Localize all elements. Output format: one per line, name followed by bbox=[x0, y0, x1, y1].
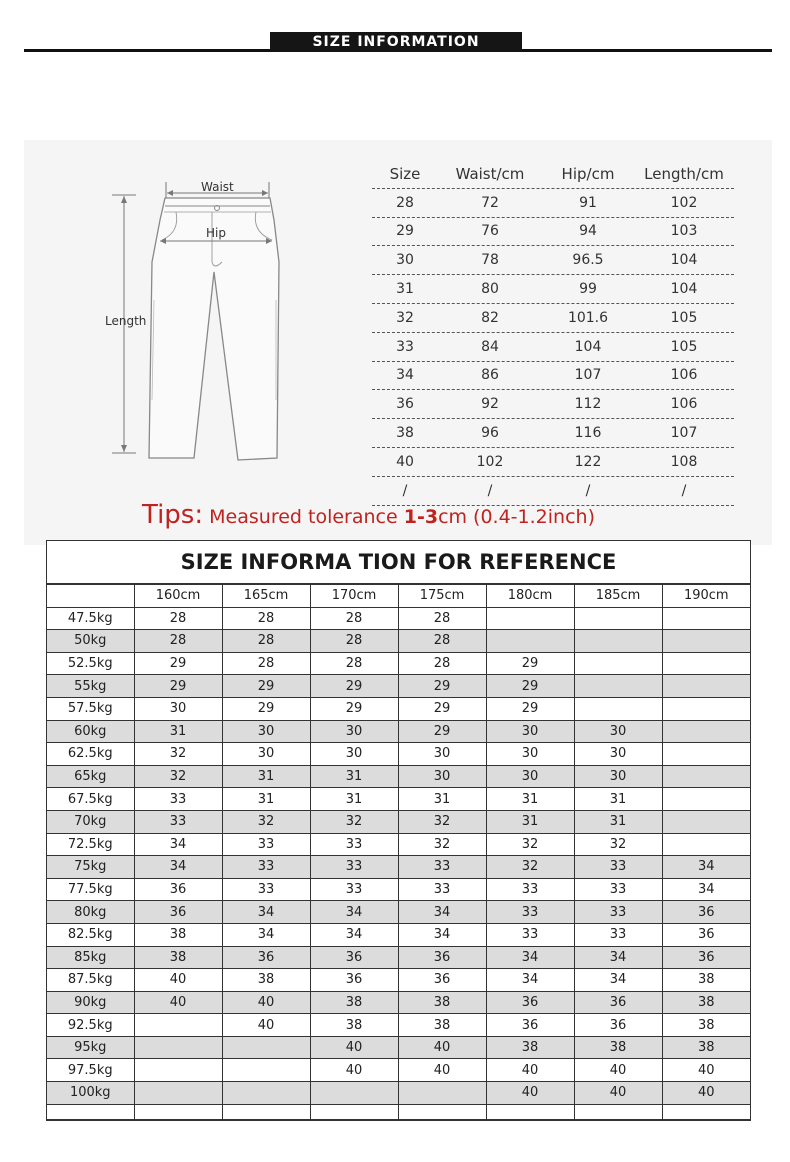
size-cell bbox=[662, 765, 750, 788]
table-row bbox=[47, 946, 750, 969]
size-cell: 28 bbox=[310, 607, 398, 630]
size-cell: 38 bbox=[662, 991, 750, 1014]
size-cell: 29 bbox=[310, 697, 398, 720]
size-cell: 31 bbox=[134, 720, 222, 743]
size-cell: 38 bbox=[574, 1036, 662, 1059]
size-cell: 34 bbox=[662, 856, 750, 879]
table-row bbox=[47, 969, 750, 992]
size-cell: 33 bbox=[486, 901, 574, 924]
size-cell: 30 bbox=[398, 743, 486, 766]
empty-cell bbox=[486, 1104, 574, 1119]
empty-cell bbox=[398, 1104, 486, 1119]
weight-cell: 62.5kg bbox=[47, 743, 134, 766]
table-row bbox=[47, 652, 750, 675]
size-cell: 28 bbox=[310, 652, 398, 675]
tips-text-2: cm (0.4-1.2inch) bbox=[438, 506, 595, 528]
weight-cell: 52.5kg bbox=[47, 652, 134, 675]
table-cell: 105 bbox=[670, 309, 698, 326]
size-cell: 36 bbox=[662, 946, 750, 969]
column-header: Size bbox=[389, 164, 421, 183]
size-cell: 32 bbox=[222, 810, 310, 833]
weight-cell: 50kg bbox=[47, 630, 134, 653]
table-cell: 116 bbox=[574, 425, 602, 442]
size-cell: 32 bbox=[310, 810, 398, 833]
weight-cell: 85kg bbox=[47, 946, 134, 969]
table-cell: 92 bbox=[481, 396, 499, 413]
size-cell: 40 bbox=[398, 1036, 486, 1059]
size-cell: 33 bbox=[574, 923, 662, 946]
table-cell: 82 bbox=[481, 309, 499, 326]
weight-cell: 95kg bbox=[47, 1036, 134, 1059]
weight-cell: 47.5kg bbox=[47, 607, 134, 630]
empty-cell bbox=[47, 1104, 134, 1119]
table-cell: 72 bbox=[481, 194, 499, 211]
table-cell: 32 bbox=[396, 309, 414, 326]
size-cell: 32 bbox=[486, 833, 574, 856]
table-cell: 105 bbox=[670, 338, 698, 355]
size-cell bbox=[662, 743, 750, 766]
height-header: 180cm bbox=[486, 585, 574, 608]
table-cell: 106 bbox=[670, 367, 698, 384]
size-cell: 36 bbox=[574, 991, 662, 1014]
size-cell: 38 bbox=[398, 1014, 486, 1037]
size-cell: 31 bbox=[486, 810, 574, 833]
table-cell: 101.6 bbox=[567, 309, 609, 326]
tips-label: Tips: bbox=[142, 500, 204, 530]
size-cell: 28 bbox=[310, 630, 398, 653]
table-row bbox=[372, 362, 734, 391]
tips-bold-range: 1-3 bbox=[403, 506, 439, 528]
size-cell: 28 bbox=[398, 652, 486, 675]
size-cell: 33 bbox=[134, 788, 222, 811]
size-cell: 33 bbox=[310, 833, 398, 856]
size-cell: 29 bbox=[398, 697, 486, 720]
table-cell: 104 bbox=[574, 338, 602, 355]
size-cell: 40 bbox=[222, 1014, 310, 1037]
size-cell: 34 bbox=[222, 923, 310, 946]
table-cell: 34 bbox=[396, 367, 414, 384]
table-cell: 107 bbox=[670, 425, 698, 442]
table-cell: 84 bbox=[481, 338, 499, 355]
column-header: Hip/cm bbox=[561, 164, 615, 183]
size-cell: 40 bbox=[310, 1036, 398, 1059]
table-row bbox=[372, 448, 734, 477]
size-cell: 40 bbox=[486, 1059, 574, 1082]
size-cell: 40 bbox=[574, 1059, 662, 1082]
weight-cell: 92.5kg bbox=[47, 1014, 134, 1037]
size-cell: 34 bbox=[662, 878, 750, 901]
height-header: 170cm bbox=[310, 585, 398, 608]
size-cell bbox=[310, 1082, 398, 1105]
table-row bbox=[47, 1036, 750, 1059]
weight-cell: 90kg bbox=[47, 991, 134, 1014]
size-cell: 29 bbox=[134, 652, 222, 675]
size-cell: 32 bbox=[574, 833, 662, 856]
height-header: 185cm bbox=[574, 585, 662, 608]
size-cell: 32 bbox=[398, 833, 486, 856]
size-cell bbox=[662, 630, 750, 653]
table-row bbox=[47, 833, 750, 856]
weight-cell: 60kg bbox=[47, 720, 134, 743]
size-cell bbox=[574, 697, 662, 720]
table-row bbox=[47, 923, 750, 946]
size-cell: 34 bbox=[310, 901, 398, 924]
table-cell: 102 bbox=[670, 194, 698, 211]
size-cell: 30 bbox=[486, 743, 574, 766]
size-cell: 30 bbox=[134, 697, 222, 720]
table-cell: 91 bbox=[579, 194, 597, 211]
weight-cell: 57.5kg bbox=[47, 697, 134, 720]
size-cell: 40 bbox=[486, 1082, 574, 1105]
tolerance-tip bbox=[142, 500, 595, 530]
size-cell bbox=[134, 1059, 222, 1082]
length-label: Length bbox=[105, 314, 147, 328]
table-cell: 104 bbox=[670, 252, 698, 269]
table-row bbox=[372, 246, 734, 275]
size-cell: 34 bbox=[398, 923, 486, 946]
table-cell: 103 bbox=[670, 223, 698, 240]
empty-cell bbox=[222, 1104, 310, 1119]
weight-cell: 65kg bbox=[47, 765, 134, 788]
size-cell: 36 bbox=[134, 878, 222, 901]
size-cell bbox=[662, 833, 750, 856]
size-cell: 36 bbox=[222, 946, 310, 969]
size-cell bbox=[222, 1059, 310, 1082]
size-cell: 30 bbox=[398, 765, 486, 788]
size-cell: 32 bbox=[134, 743, 222, 766]
size-cell: 28 bbox=[398, 607, 486, 630]
table-row bbox=[47, 991, 750, 1014]
table-row bbox=[372, 333, 734, 362]
size-cell: 36 bbox=[486, 991, 574, 1014]
table-row bbox=[47, 675, 750, 698]
table-cell: 94 bbox=[579, 223, 597, 240]
size-cell: 30 bbox=[574, 720, 662, 743]
table-row bbox=[47, 856, 750, 879]
table-row bbox=[47, 1014, 750, 1037]
size-cell: 33 bbox=[222, 833, 310, 856]
size-cell: 31 bbox=[310, 788, 398, 811]
size-cell: 29 bbox=[398, 675, 486, 698]
measurement-table-header bbox=[372, 160, 734, 189]
table-row bbox=[47, 1059, 750, 1082]
size-cell: 33 bbox=[310, 856, 398, 879]
size-cell: 30 bbox=[574, 743, 662, 766]
size-cell bbox=[662, 810, 750, 833]
height-header: 160cm bbox=[134, 585, 222, 608]
size-cell: 34 bbox=[574, 969, 662, 992]
table-cell: 31 bbox=[396, 281, 414, 298]
table-row bbox=[47, 765, 750, 788]
size-cell: 32 bbox=[134, 765, 222, 788]
table-row bbox=[47, 720, 750, 743]
table-cell: 112 bbox=[574, 396, 602, 413]
table-row bbox=[47, 630, 750, 653]
size-cell bbox=[574, 607, 662, 630]
size-cell bbox=[574, 652, 662, 675]
size-cell: 38 bbox=[662, 1014, 750, 1037]
size-cell bbox=[134, 1082, 222, 1105]
table-cell: 86 bbox=[481, 367, 499, 384]
size-cell: 30 bbox=[574, 765, 662, 788]
size-cell: 33 bbox=[574, 901, 662, 924]
size-cell: 31 bbox=[574, 810, 662, 833]
table-cell: 96.5 bbox=[572, 252, 604, 269]
height-header: 190cm bbox=[662, 585, 750, 608]
size-cell: 29 bbox=[486, 697, 574, 720]
table-cell: / bbox=[487, 482, 493, 499]
size-cell: 34 bbox=[574, 946, 662, 969]
empty-cell bbox=[662, 1104, 750, 1119]
height-header: 175cm bbox=[398, 585, 486, 608]
size-cell: 38 bbox=[310, 991, 398, 1014]
table-cell: 76 bbox=[481, 223, 499, 240]
size-cell: 29 bbox=[486, 675, 574, 698]
size-cell: 33 bbox=[310, 878, 398, 901]
empty-row bbox=[47, 1104, 750, 1119]
size-cell: 40 bbox=[398, 1059, 486, 1082]
table-cell: 104 bbox=[670, 281, 698, 298]
size-cell: 33 bbox=[134, 810, 222, 833]
size-cell: 33 bbox=[398, 856, 486, 879]
page-title: SIZE INFORMATION bbox=[270, 32, 522, 52]
table-row bbox=[47, 810, 750, 833]
size-cell: 28 bbox=[134, 630, 222, 653]
size-cell: 30 bbox=[486, 765, 574, 788]
size-cell: 30 bbox=[486, 720, 574, 743]
size-cell: 32 bbox=[486, 856, 574, 879]
size-cell: 28 bbox=[134, 607, 222, 630]
weight-cell: 72.5kg bbox=[47, 833, 134, 856]
size-cell: 36 bbox=[574, 1014, 662, 1037]
size-cell: 29 bbox=[222, 675, 310, 698]
corner-cell bbox=[47, 585, 134, 608]
table-cell: 40 bbox=[396, 453, 414, 470]
size-cell: 29 bbox=[310, 675, 398, 698]
column-header: Length/cm bbox=[644, 164, 724, 183]
table-cell: 107 bbox=[574, 367, 602, 384]
size-cell: 31 bbox=[398, 788, 486, 811]
table-cell: 36 bbox=[396, 396, 414, 413]
measurement-table bbox=[372, 160, 734, 506]
size-cell: 28 bbox=[222, 652, 310, 675]
size-cell: 38 bbox=[398, 991, 486, 1014]
table-cell: 106 bbox=[670, 396, 698, 413]
size-cell: 29 bbox=[134, 675, 222, 698]
table-cell: 80 bbox=[481, 281, 499, 298]
weight-cell: 70kg bbox=[47, 810, 134, 833]
size-cell: 34 bbox=[398, 901, 486, 924]
size-cell: 34 bbox=[134, 833, 222, 856]
size-cell: 31 bbox=[486, 788, 574, 811]
size-cell: 30 bbox=[310, 720, 398, 743]
size-cell: 34 bbox=[486, 969, 574, 992]
size-cell: 33 bbox=[222, 856, 310, 879]
size-cell: 28 bbox=[222, 607, 310, 630]
table-row bbox=[47, 901, 750, 924]
size-cell: 38 bbox=[134, 946, 222, 969]
size-cell: 40 bbox=[662, 1082, 750, 1105]
size-cell: 31 bbox=[222, 788, 310, 811]
size-cell bbox=[398, 1082, 486, 1105]
size-cell: 29 bbox=[398, 720, 486, 743]
size-cell: 40 bbox=[222, 991, 310, 1014]
size-cell: 33 bbox=[222, 878, 310, 901]
size-cell bbox=[662, 607, 750, 630]
size-cell bbox=[662, 675, 750, 698]
table-row bbox=[372, 275, 734, 304]
size-cell: 33 bbox=[574, 856, 662, 879]
size-cell: 40 bbox=[134, 991, 222, 1014]
size-cell: 33 bbox=[574, 878, 662, 901]
size-cell: 30 bbox=[222, 720, 310, 743]
size-cell: 40 bbox=[134, 969, 222, 992]
size-cell bbox=[662, 788, 750, 811]
table-row bbox=[372, 304, 734, 333]
size-cell: 38 bbox=[310, 1014, 398, 1037]
size-cell bbox=[486, 607, 574, 630]
size-cell: 36 bbox=[486, 1014, 574, 1037]
size-cell: 36 bbox=[662, 923, 750, 946]
weight-cell: 80kg bbox=[47, 901, 134, 924]
weight-cell: 100kg bbox=[47, 1082, 134, 1105]
table-cell: 96 bbox=[481, 425, 499, 442]
height-header: 165cm bbox=[222, 585, 310, 608]
table-row bbox=[47, 607, 750, 630]
column-header: Waist/cm bbox=[455, 164, 525, 183]
size-cell bbox=[134, 1036, 222, 1059]
table-cell: 29 bbox=[396, 223, 414, 240]
weight-cell: 87.5kg bbox=[47, 969, 134, 992]
empty-cell bbox=[134, 1104, 222, 1119]
empty-cell bbox=[310, 1104, 398, 1119]
empty-cell bbox=[574, 1104, 662, 1119]
table-cell: 30 bbox=[396, 252, 414, 269]
size-cell: 29 bbox=[222, 697, 310, 720]
weight-cell: 55kg bbox=[47, 675, 134, 698]
size-cell bbox=[486, 630, 574, 653]
size-cell: 36 bbox=[398, 969, 486, 992]
table-row bbox=[47, 788, 750, 811]
size-cell: 29 bbox=[486, 652, 574, 675]
size-cell: 28 bbox=[398, 630, 486, 653]
size-cell: 31 bbox=[310, 765, 398, 788]
size-cell: 31 bbox=[574, 788, 662, 811]
size-cell: 40 bbox=[310, 1059, 398, 1082]
size-cell bbox=[134, 1014, 222, 1037]
reference-header-row bbox=[47, 585, 750, 608]
size-cell: 38 bbox=[662, 1036, 750, 1059]
table-cell: 28 bbox=[396, 194, 414, 211]
table-row bbox=[372, 419, 734, 448]
table-cell: 99 bbox=[579, 281, 597, 298]
size-cell: 30 bbox=[222, 743, 310, 766]
size-cell bbox=[574, 630, 662, 653]
size-cell: 34 bbox=[310, 923, 398, 946]
size-cell: 38 bbox=[486, 1036, 574, 1059]
tips-text-1: Measured tolerance bbox=[203, 506, 404, 528]
size-cell: 38 bbox=[134, 923, 222, 946]
size-cell: 36 bbox=[662, 901, 750, 924]
size-cell: 34 bbox=[222, 901, 310, 924]
size-cell: 36 bbox=[310, 969, 398, 992]
table-cell: / bbox=[402, 482, 408, 499]
size-cell bbox=[662, 697, 750, 720]
table-cell: 78 bbox=[481, 252, 499, 269]
weight-cell: 75kg bbox=[47, 856, 134, 879]
size-cell: 33 bbox=[398, 878, 486, 901]
size-cell bbox=[222, 1036, 310, 1059]
size-cell: 34 bbox=[134, 856, 222, 879]
size-cell: 38 bbox=[222, 969, 310, 992]
weight-cell: 77.5kg bbox=[47, 878, 134, 901]
table-row bbox=[372, 390, 734, 419]
table-row bbox=[47, 743, 750, 766]
size-cell bbox=[574, 675, 662, 698]
table-row bbox=[47, 1082, 750, 1105]
size-cell: 38 bbox=[662, 969, 750, 992]
reference-table-title: SIZE INFORMA TION FOR REFERENCE bbox=[47, 541, 750, 584]
weight-cell: 67.5kg bbox=[47, 788, 134, 811]
table-cell: 33 bbox=[396, 338, 414, 355]
size-cell: 33 bbox=[486, 923, 574, 946]
size-cell: 36 bbox=[398, 946, 486, 969]
size-cell bbox=[222, 1082, 310, 1105]
size-cell: 33 bbox=[486, 878, 574, 901]
size-cell: 31 bbox=[222, 765, 310, 788]
table-row bbox=[372, 189, 734, 218]
reference-table bbox=[47, 584, 750, 1120]
waist-label: Waist bbox=[201, 180, 234, 194]
size-cell: 40 bbox=[574, 1082, 662, 1105]
table-row bbox=[372, 218, 734, 247]
size-cell: 28 bbox=[222, 630, 310, 653]
size-cell: 30 bbox=[310, 743, 398, 766]
size-cell: 34 bbox=[486, 946, 574, 969]
table-cell: 102 bbox=[476, 453, 504, 470]
table-cell: 108 bbox=[670, 453, 698, 470]
table-cell: 122 bbox=[574, 453, 602, 470]
size-cell: 40 bbox=[662, 1059, 750, 1082]
table-cell: / bbox=[585, 482, 591, 499]
weight-cell: 82.5kg bbox=[47, 923, 134, 946]
weight-cell: 97.5kg bbox=[47, 1059, 134, 1082]
hip-label: Hip bbox=[206, 226, 226, 240]
table-row bbox=[47, 878, 750, 901]
size-cell: 36 bbox=[134, 901, 222, 924]
size-cell bbox=[662, 720, 750, 743]
size-cell bbox=[662, 652, 750, 675]
table-row bbox=[47, 697, 750, 720]
reference-table-container bbox=[46, 540, 751, 1121]
size-cell: 36 bbox=[310, 946, 398, 969]
table-cell: 38 bbox=[396, 425, 414, 442]
table-cell: / bbox=[681, 482, 687, 499]
size-cell: 32 bbox=[398, 810, 486, 833]
